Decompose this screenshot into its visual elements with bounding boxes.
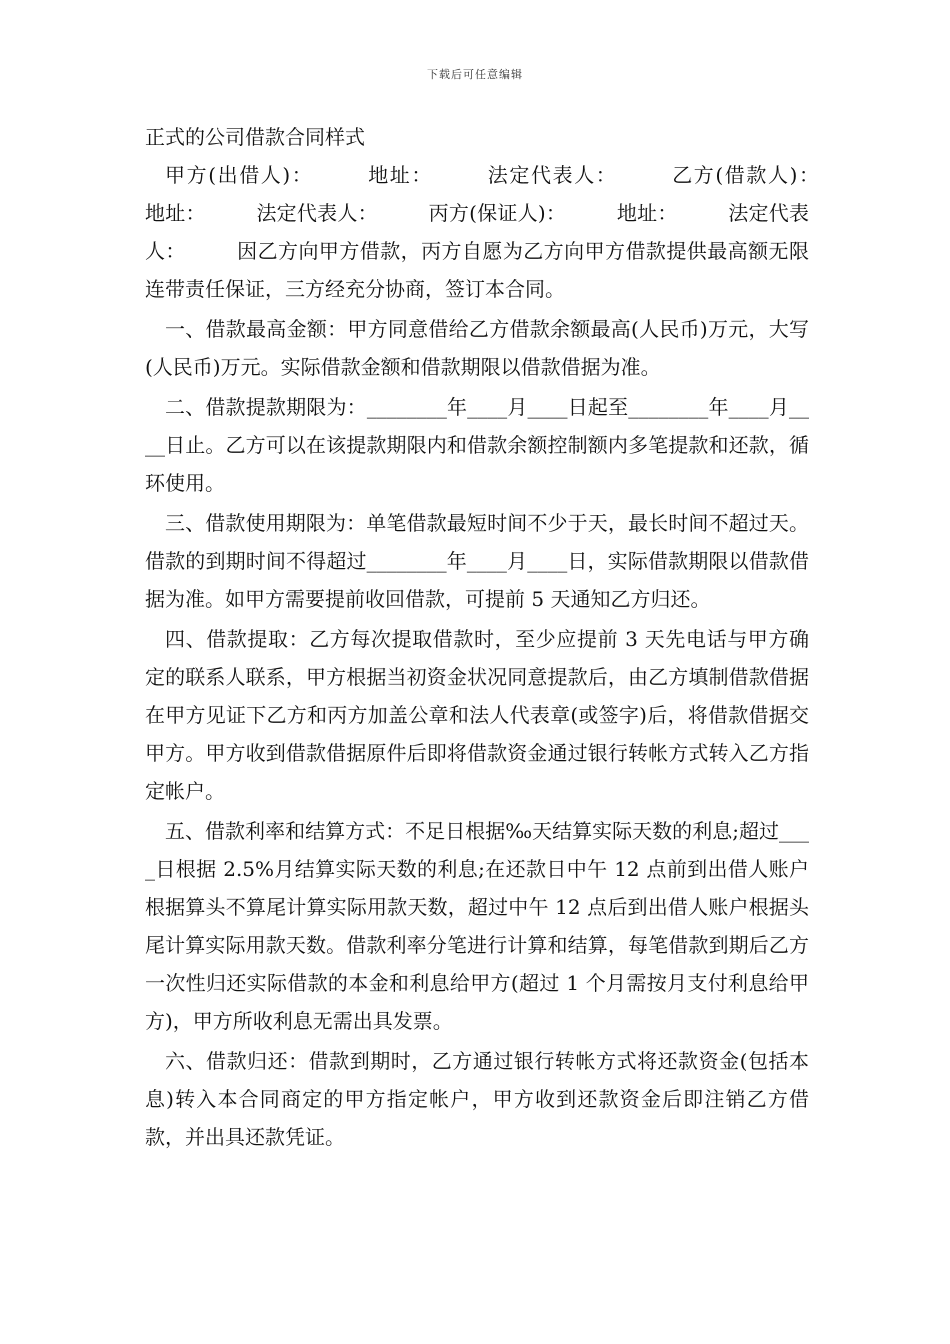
paragraph-clause-3: 三、借款使用期限为：单笔借款最短时间不少于天，最长时间不超过天。借款的到期时间不得超过________年____月____日，实际借款期限以借款借据为准。如甲方需要提前收回借款，可提前 5 天通知乙方归还。 <box>145 511 809 611</box>
header-note: 下载后可任意编辑 <box>427 68 523 81</box>
paragraph-parties: 甲方(出借人)： 地址： 法定代表人： 乙方(借款人)： 地址： 法定代表人： 丙方(保证人)： 地址： 法定代表人： 因乙方向甲方借款，丙方自愿为乙方向甲方借款提供最高额无限连带责任保证，三方经充分协商，签订本合同。 <box>145 163 869 301</box>
paragraph-clause-1: 一、借款最高金额：甲方同意借给乙方借款余额最高(人民币)万元，大写(人民币)万元。实际借款金额和借款期限以借款借据为准。 <box>145 317 809 379</box>
paragraph-clause-6: 六、借款归还：借款到期时，乙方通过银行转帐方式将还款资金(包括本息)转入本合同商定的甲方指定帐户，甲方收到还款资金后即注销乙方借款，并出具还款凭证。 <box>145 1049 809 1149</box>
document-title: 正式的公司借款合同样式 <box>145 125 365 149</box>
paragraph-clause-4: 四、借款提取：乙方每次提取借款时，至少应提前 3 天先电话与甲方确定的联系人联系，甲方根据当初资金状况同意提款后，由乙方填制借款借据在甲方见证下乙方和丙方加盖公章和法人代表章(或签字)后，将借款借据交甲方。甲方收到借款借据原件后即将借款资金通过银行转帐方式转入乙方指定帐户。 <box>145 627 809 803</box>
document-body <box>145 118 869 1156</box>
paragraph-clause-5: 五、借款利率和结算方式：不足日根据‰天结算实际天数的利息;超过____日根据 2.5%月结算实际天数的利息;在还款日中午 12 点前到出借人账户根据算头不算尾计算实际用款天数，超过中午 12 点后到出借人账户根据头尾计算实际用款天数。借款利率分笔进行计算和结算，每笔借款到期后乙方一次性归还实际借款的本金和利息给甲方(超过 1 个月需按月支付利息给甲方)，甲方所收利息无需出具发票。 <box>145 819 809 1033</box>
paragraph-clause-2: 二、借款提款期限为：________年____月____日起至________年____月____日止。乙方可以在该提款期限内和借款余额控制额内多笔提款和还款，循环使用。 <box>145 395 809 495</box>
